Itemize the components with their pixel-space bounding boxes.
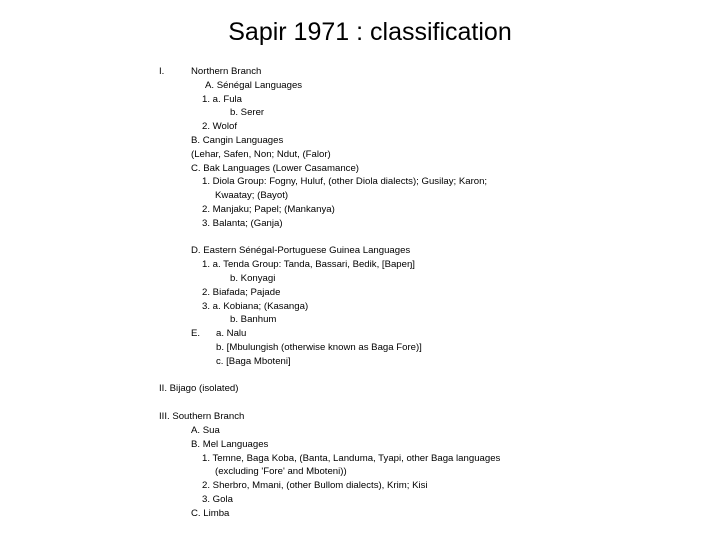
- outline-line: 2. Sherbro, Mmani, (other Bullom dialects), Krim; Kisi: [202, 480, 428, 491]
- outline-line: B. Cangin Languages: [191, 135, 284, 146]
- outline-line: A. Sua: [191, 425, 220, 436]
- outline-line: 3. a. Kobiana; (Kasanga): [202, 301, 309, 312]
- outline-line: D. Eastern Sénégal-Portuguese Guinea Languages: [191, 245, 411, 256]
- outline-line: b. Konyagi: [230, 273, 276, 284]
- outline-line: 2. Wolof: [202, 121, 238, 132]
- outline-line: 2. Manjaku; Papel; (Mankanya): [202, 204, 335, 215]
- outline-line: Northern Branch: [191, 66, 262, 77]
- outline-line: (Lehar, Safen, Non; Ndut, (Falor): [191, 149, 331, 160]
- outline-line: C. Bak Languages (Lower Casamance): [191, 163, 359, 174]
- outline-line: I.: [159, 66, 165, 77]
- outline-line: III. Southern Branch: [159, 411, 245, 422]
- outline-line: 2. Biafada; Pajade: [202, 287, 281, 298]
- outline-line: A. Sénégal Languages: [205, 80, 303, 91]
- outline-line: b. Banhum: [230, 314, 277, 325]
- outline-line: 1. Temne, Baga Koba, (Banta, Landuma, Tyapi, other Baga languages: [202, 453, 501, 464]
- outline-line: B. Mel Languages: [191, 439, 269, 450]
- outline-line: 1. a. Tenda Group: Tanda, Bassari, Bedik, [Bapeŋ]: [202, 259, 415, 270]
- slide-title: Sapir 1971 : classification: [228, 18, 512, 46]
- outline-line: 3. Gola: [202, 494, 233, 505]
- outline-line: b. [Mbulungish (otherwise known as Baga Fore)]: [216, 342, 422, 353]
- outline-line: 1. Diola Group: Fogny, Huluf, (other Diola dialects); Gusilay; Karon;: [202, 176, 488, 187]
- outline-line: a. Nalu: [216, 328, 247, 339]
- outline-line: c. [Baga Mboteni]: [216, 356, 291, 367]
- outline-line: E.: [191, 328, 201, 339]
- outline-line: (excluding 'Fore' and Mboteni)): [215, 466, 347, 477]
- outline-line: II. Bijago (isolated): [159, 383, 239, 394]
- outline-line: Kwaatay; (Bayot): [215, 190, 289, 201]
- outline-line: 3. Balanta; (Ganja): [202, 218, 283, 229]
- outline-line: 1. a. Fula: [202, 94, 242, 105]
- outline-line: C. Limba: [191, 508, 230, 519]
- outline-line: b. Serer: [230, 107, 265, 118]
